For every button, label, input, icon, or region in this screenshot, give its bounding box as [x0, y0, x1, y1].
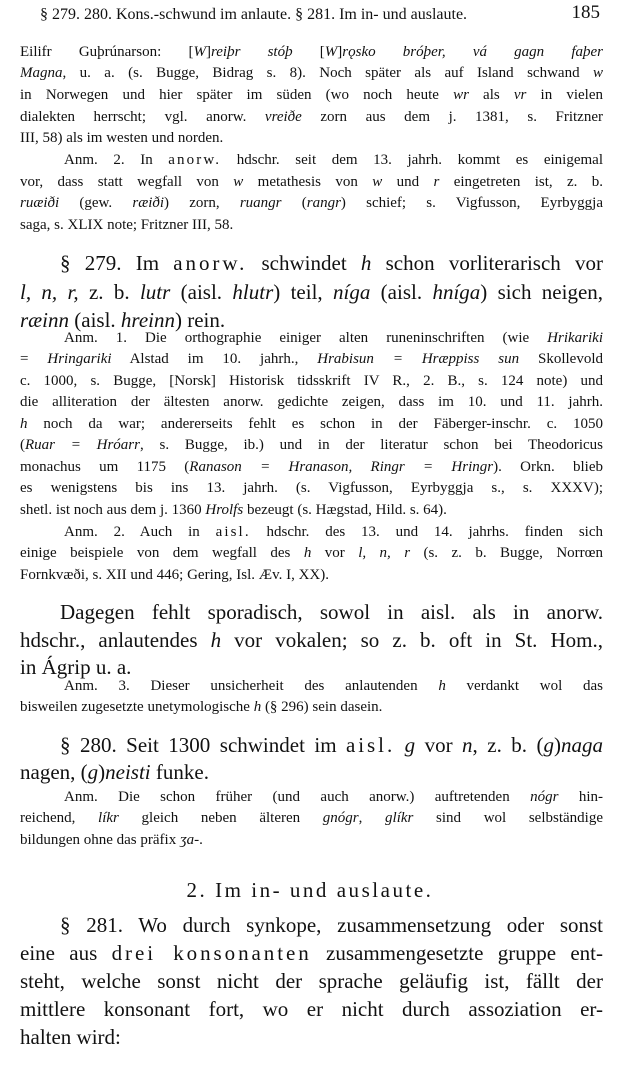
italic-term: Ranason = Hranason, Ringr = Hringr — [189, 459, 494, 475]
text-run: ) rein. — [174, 308, 226, 332]
text-run: = — [20, 351, 48, 367]
italic-term: w — [233, 174, 244, 190]
italic-term: h — [303, 545, 312, 561]
text-run: Fornkvæði, s. XII und 446; Gering, Isl. Æv. I, XX). — [20, 567, 330, 583]
text-run: (gew. — [59, 195, 133, 211]
text-run: , — [358, 810, 386, 826]
text-run: ( — [20, 437, 25, 453]
text-run: (aisl. — [170, 280, 233, 304]
text-run: hin- — [558, 789, 603, 805]
text-line — [20, 731, 603, 759]
text-run: eine aus — [20, 941, 112, 965]
italic-term: l, n, r — [358, 545, 411, 561]
text-line — [20, 349, 603, 369]
text-line — [20, 911, 603, 939]
text-line — [20, 565, 603, 585]
italic-term: ʒa- — [179, 832, 200, 848]
text-line — [20, 107, 603, 127]
text-line — [20, 457, 603, 477]
text-run: funke. — [150, 760, 209, 784]
italic-term: g — [543, 733, 554, 757]
text-run: einige beispiele von dem wegfall des — [20, 545, 304, 561]
text-run: zusammengesetzte gruppe ent- — [311, 941, 603, 965]
italic-term: vreiðe — [264, 109, 302, 125]
text-line — [20, 500, 603, 520]
text-run: , s. Bugge, ib.) und in der literatur schon bei Theodoricus — [139, 437, 603, 453]
text-line — [20, 543, 603, 563]
text-run — [395, 733, 404, 757]
text-run: schon vorliterarisch vor — [371, 251, 603, 275]
text-line — [20, 697, 603, 717]
italic-term: h — [253, 699, 262, 715]
text-run: mittlere konsonant fort, wo er nicht durch assoziation er- — [20, 997, 603, 1021]
text-run: metathesis von — [243, 174, 373, 190]
text-run: Alstad im 10. jahrh., — [111, 351, 318, 367]
text-run: hdschr. des 13. und 14. jahrhs. finden sich — [250, 524, 603, 540]
text-line — [20, 939, 603, 967]
text-run: bisweilen zugesetzte unetymologische — [20, 699, 254, 715]
italic-term: n — [462, 733, 473, 757]
italic-term: h — [210, 628, 222, 652]
italic-term: reiþr stóþ — [210, 44, 293, 60]
text-line — [20, 435, 603, 455]
italic-term: h — [360, 251, 372, 275]
text-line — [20, 808, 603, 828]
text-run: ] — [205, 44, 211, 60]
text-line — [20, 598, 603, 626]
text-run: III, 58) als im westen und norden. — [20, 130, 224, 146]
spaced-term: anorw. — [173, 251, 248, 275]
text-run: vor vokalen; so z. b. oft in St. Hom., — [221, 628, 603, 652]
italic-term: l, n, r, — [20, 280, 79, 304]
text-run: ). Orkn. blieb — [493, 459, 603, 475]
text-run: nagen, ( — [20, 760, 88, 784]
italic-term: vr — [513, 87, 527, 103]
text-run: [ — [292, 44, 325, 60]
text-run: schwindet — [247, 251, 361, 275]
text-run: eingetreten ist, z. b. — [439, 174, 603, 190]
text-run: Anm. 2. In — [64, 152, 169, 168]
text-run: Dagegen fehlt sporadisch, sowol in aisl. als in anorw. — [60, 600, 603, 624]
text-run: zorn aus dem j. 1381, s. Fritzner — [301, 109, 603, 125]
italic-term: lutr — [139, 280, 171, 304]
spaced-term: aisl. — [215, 524, 251, 540]
text-run: ) zorn, — [164, 195, 240, 211]
italic-term: gnógr — [322, 810, 359, 826]
text-run: noch da war; andererseits fehlt es schon in der Fäberger-inschr. c. 1050 — [27, 416, 603, 432]
text-line — [20, 414, 603, 434]
italic-term: naga — [560, 733, 603, 757]
text-run: saga, s. XLIX note; Fritzner III, 58. — [20, 217, 234, 233]
italic-term: rǫsko bróþer, vá gagn faþer — [342, 44, 603, 60]
text-line — [20, 1023, 603, 1051]
italic-term: w — [592, 65, 603, 81]
text-line — [20, 967, 603, 995]
text-run: Anm. Die schon früher (und auch anorw.) auftretenden — [64, 789, 531, 805]
text-line — [20, 128, 603, 148]
italic-term: w — [372, 174, 383, 190]
text-run: , u. a. (s. Bugge, Bidrag s. 8). Noch später als auf Island schwand — [62, 65, 593, 81]
text-run: ) — [553, 733, 561, 757]
italic-term: h — [20, 416, 28, 432]
section-heading: 2. Im in- und auslaute. — [186, 878, 434, 902]
italic-term: Hrabisun = Hræppiss sun — [317, 351, 520, 367]
italic-term: rangr — [306, 195, 341, 211]
spaced-term: drei konsonanten — [111, 941, 312, 965]
running-header — [40, 3, 600, 27]
italic-term: nógr — [530, 789, 559, 805]
text-run: § 281. Wo durch synkope, zusammensetzung oder sonst — [60, 913, 603, 937]
italic-term: g — [87, 760, 99, 784]
text-run: ) sich neigen, — [480, 280, 603, 304]
text-line — [20, 172, 603, 192]
text-run: ) — [98, 760, 106, 784]
italic-term: Ruar = Hróarr — [25, 437, 140, 453]
text-run: shetl. ist noch aus dem j. 1360 — [20, 502, 206, 518]
italic-term: g — [404, 733, 416, 757]
text-line — [20, 85, 603, 105]
text-line — [20, 787, 603, 807]
text-run: Eilifr Guþrúnarson: [ — [20, 44, 194, 60]
text-run: steht, welche sonst nicht der sprache geläufig ist, fällt der — [20, 969, 603, 993]
text-run: Anm. 3. Dieser unsicherheit des anlautenden — [64, 678, 439, 694]
italic-term: ruæiði — [20, 195, 60, 211]
text-line — [20, 758, 603, 786]
text-run: § 279. Im — [60, 251, 174, 275]
text-run: bildungen ohne das präfix — [20, 832, 180, 848]
italic-term: neisti — [105, 760, 151, 784]
text-run: ) teil, — [273, 280, 333, 304]
italic-term: hníga — [432, 280, 481, 304]
text-line — [20, 278, 603, 306]
text-run: vor — [415, 733, 463, 757]
text-run: (s. z. b. Bugge, Norrœn — [410, 545, 603, 561]
text-run: (aisl. — [69, 308, 121, 332]
text-run: sind wol selbständige — [413, 810, 603, 826]
italic-term: hlutr — [232, 280, 274, 304]
text-line — [20, 995, 603, 1023]
text-run: dialekten herrscht; vgl. anorw. — [20, 109, 265, 125]
text-run: die alliteration der ältesten anorw. gedichte zeigen, dass im 10. und 11. jahrh. — [20, 394, 603, 410]
italic-term: ræinn — [20, 308, 70, 332]
text-line — [20, 63, 603, 83]
text-run: vor, dass statt wegfall von — [20, 174, 234, 190]
italic-term: Hrikariki — [547, 330, 603, 346]
italic-term: W — [324, 44, 338, 60]
italic-term: Hringariki — [47, 351, 112, 367]
text-run: Anm. 1. Die orthographie einiger alten runeninschriften (wie — [64, 330, 548, 346]
italic-term: níga — [333, 280, 371, 304]
text-line — [20, 522, 603, 542]
text-line — [20, 626, 603, 654]
text-run: hdschr. seit dem 13. jahrh. kommt es einigemal — [221, 152, 603, 168]
page-number: 185 — [571, 2, 600, 23]
italic-term: hreinn — [120, 308, 175, 332]
text-run: in Norwegen und hier später im süden (wo noch heute — [20, 87, 454, 103]
italic-term: W — [193, 44, 206, 60]
spaced-term: anorw. — [168, 152, 222, 168]
text-run: gleich neben älteren — [118, 810, 323, 826]
text-line — [20, 215, 603, 235]
text-line — [20, 150, 603, 170]
text-run: hdschr., anlautendes — [20, 628, 211, 652]
text-line — [20, 328, 603, 348]
text-line — [20, 478, 603, 498]
text-line — [20, 249, 603, 277]
text-run: bezeugt (s. Hægstad, Hild. s. 64). — [243, 502, 447, 518]
italic-term: ruangr — [239, 195, 282, 211]
text-run: in Ágrip u. a. — [20, 655, 132, 679]
text-run: es wenigstens bis ins 13. jahrh. (s. Vigfusson, Eyrbyggja s., s. XXXV); — [20, 480, 603, 496]
text-run: Skollevold — [519, 351, 603, 367]
text-run: monachus um 1175 ( — [20, 459, 190, 475]
text-run: als — [468, 87, 514, 103]
italic-term: líkr — [98, 810, 119, 826]
running-title: § 279. 280. Kons.-schwund im anlaute. § 281. Im in- und auslaute. — [40, 6, 468, 23]
italic-term: Hrolfs — [205, 502, 244, 518]
text-run: . — [199, 832, 203, 848]
text-run: vor — [311, 545, 359, 561]
text-run: ] — [337, 44, 343, 60]
text-line — [20, 830, 603, 850]
text-run: ) schief; s. Vigfusson, Eyrbyggja — [340, 195, 603, 211]
text-run: c. 1000, s. Bugge, [Norsk] Historisk tidsskrift IV R., 2. B., s. 124 note) und — [20, 373, 603, 389]
text-run: verdankt wol das — [445, 678, 603, 694]
text-line — [20, 193, 603, 213]
text-run: ( — [281, 195, 307, 211]
text-run: (aisl. — [370, 280, 433, 304]
text-run: halten wird: — [20, 1025, 121, 1049]
spaced-term: aisl. — [346, 733, 396, 757]
italic-term: wr — [453, 87, 469, 103]
text-line — [20, 676, 603, 696]
text-line — [20, 392, 603, 412]
text-run: Anm. 2. Auch in — [64, 524, 216, 540]
text-run: § 280. Seit 1300 schwindet im — [60, 733, 347, 757]
italic-term: ræiði — [132, 195, 165, 211]
text-run: , z. b. ( — [472, 733, 544, 757]
text-line — [20, 371, 603, 391]
text-run: z. b. — [78, 280, 140, 304]
italic-term: h — [438, 678, 446, 694]
text-run: in vielen — [526, 87, 603, 103]
text-line — [20, 42, 603, 62]
text-run: (§ 296) sein dasein. — [261, 699, 383, 715]
italic-term: Magna — [20, 65, 63, 81]
italic-term: r — [433, 174, 440, 190]
text-run: und — [382, 174, 434, 190]
italic-term: glíkr — [385, 810, 414, 826]
text-run: reichend, — [20, 810, 99, 826]
